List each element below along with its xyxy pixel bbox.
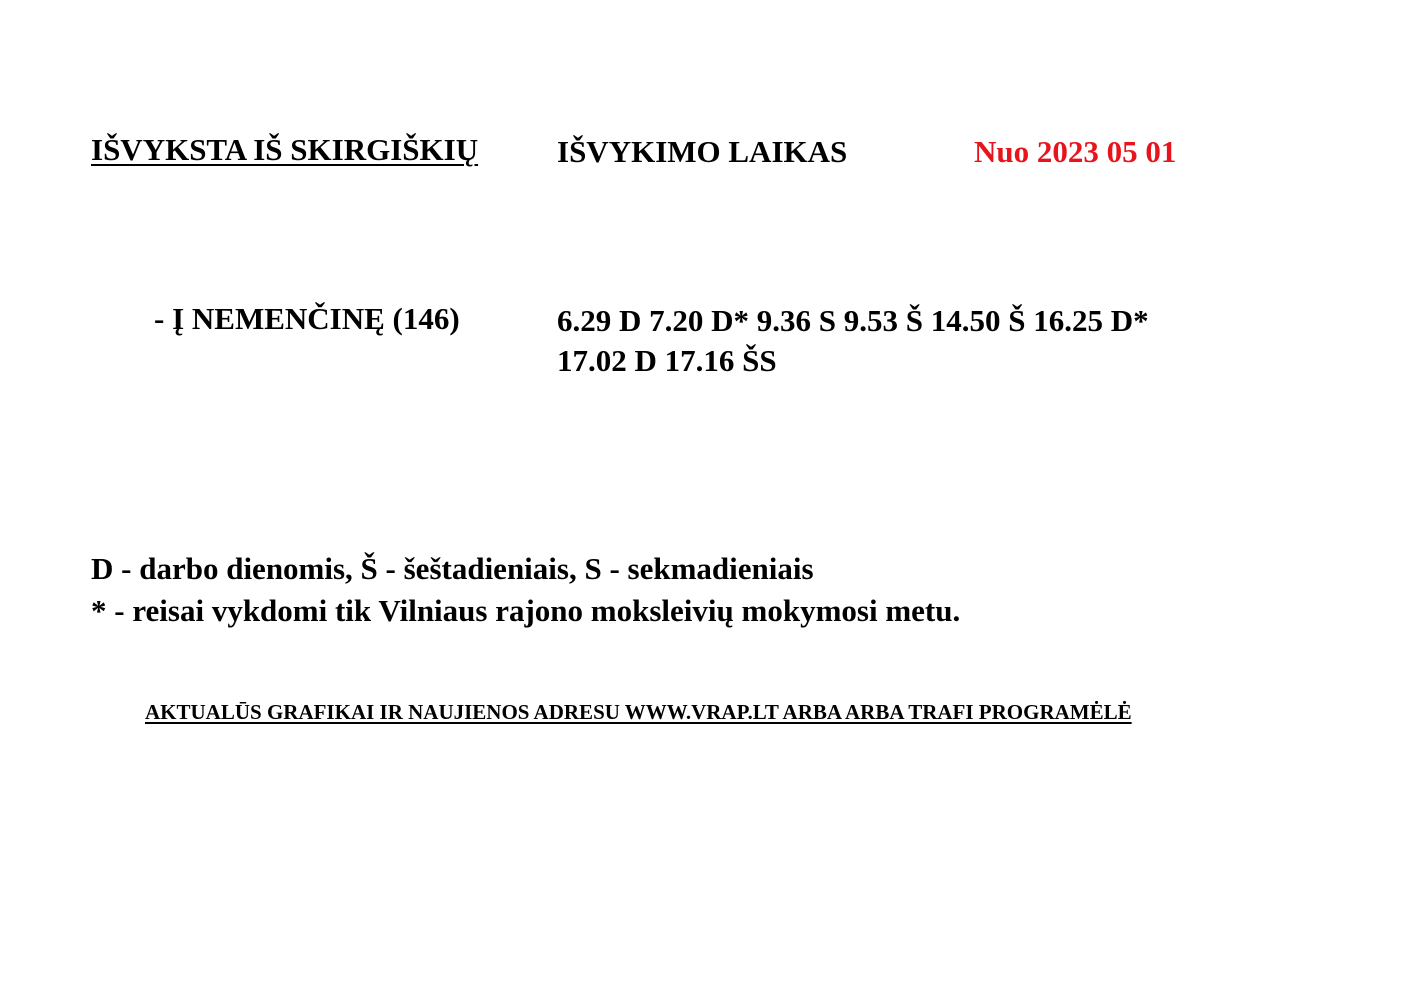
footer-notice: AKTUALŪS GRAFIKAI IR NAUJIENOS ADRESU WWW.VRAP.LT ARBA ARBA TRAFI PROGRAMĖLĖ	[145, 700, 1132, 724]
legend	[91, 548, 960, 632]
legend-asterisk-note: * - reisai vykdomi tik Vilniaus rajono moksleivių mokymosi metu.	[91, 593, 961, 628]
departure-times	[557, 301, 1149, 381]
departs-from-heading: IŠVYKSTA IŠ SKIRGIŠKIŲ	[91, 132, 479, 167]
route-destination: - Į NEMENČINĘ (146)	[154, 301, 460, 336]
valid-from-date: Nuo 2023 05 01	[974, 134, 1177, 169]
departure-times-line: 6.29 D 7.20 D* 9.36 S 9.53 Š 14.50 Š 16.25 D*	[557, 303, 1149, 338]
departure-times-line: 17.02 D 17.16 ŠS	[557, 343, 777, 378]
legend-days: D - darbo dienomis, Š - šeštadieniais, S - sekmadieniais	[91, 551, 814, 586]
departure-time-heading: IŠVYKIMO LAIKAS	[557, 134, 848, 169]
